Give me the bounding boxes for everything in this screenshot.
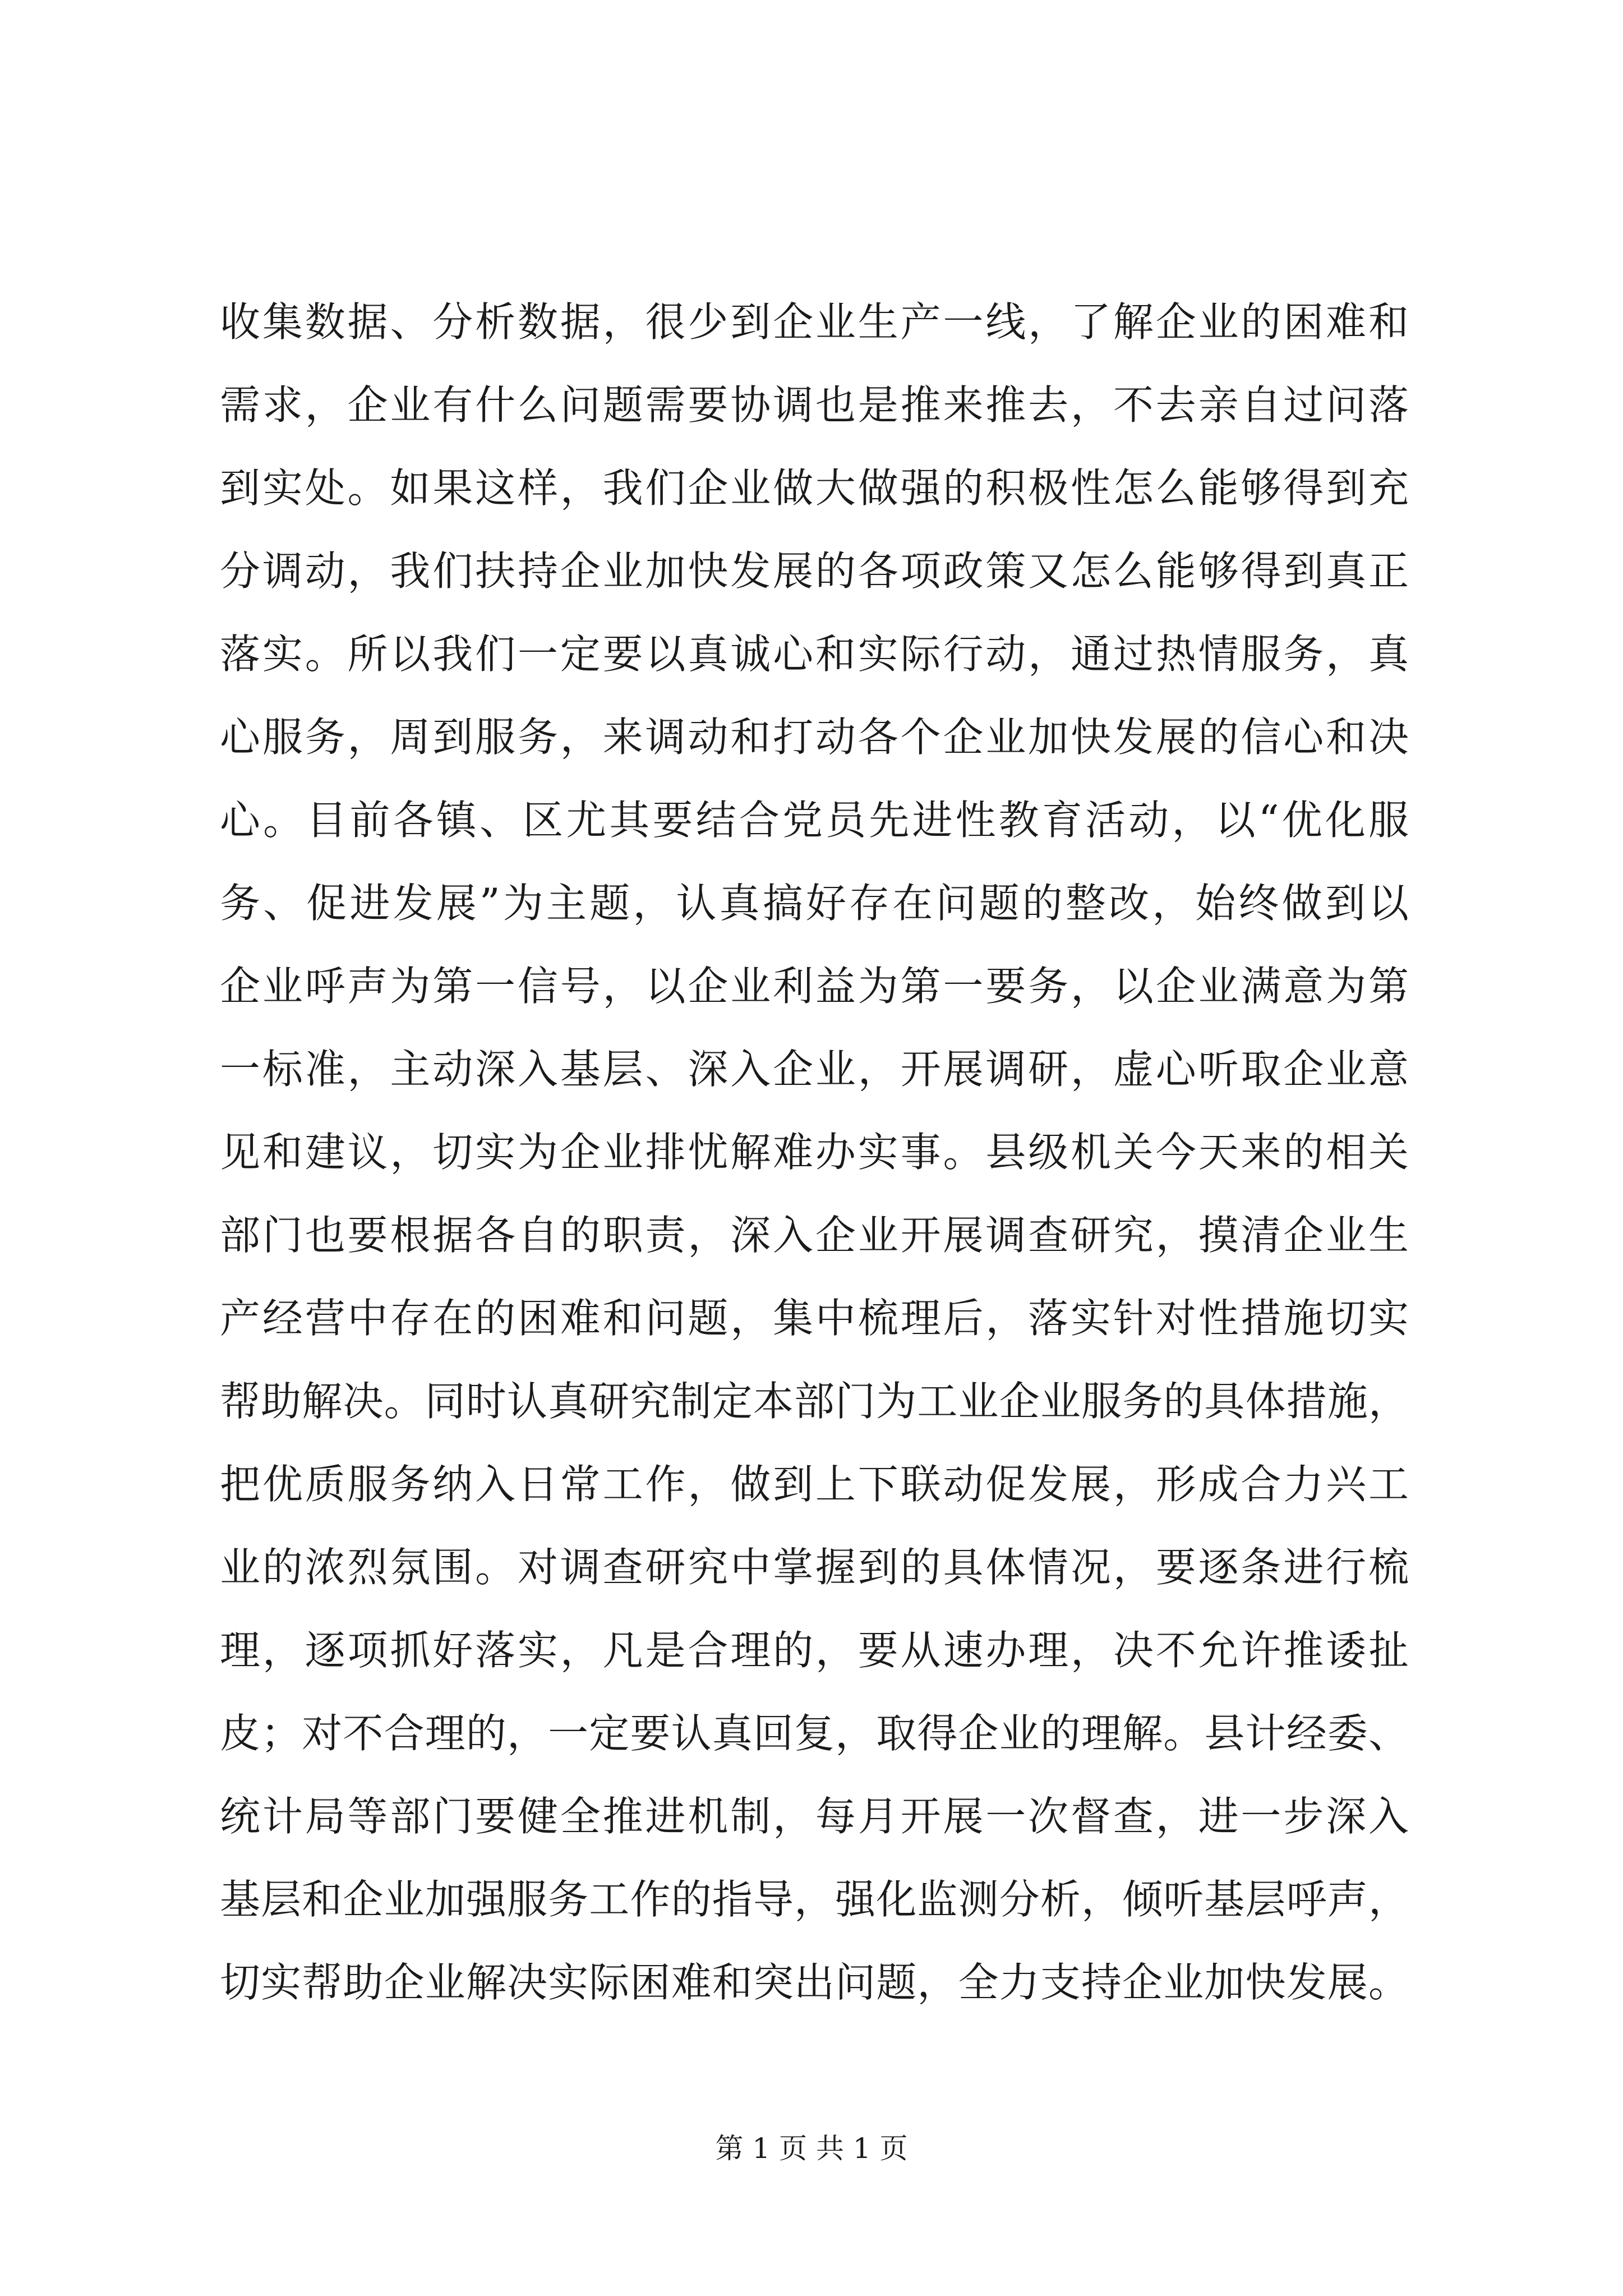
page-number-label: 第 1 页 共 1 页: [715, 2132, 908, 2165]
text-line: 皮；对不合理的，一定要认真回复，取得企业的理解。县计经委、: [220, 1710, 1409, 1757]
text-line: 落实。所以我们一定要以真诚心和实际行动，通过热情服务，真: [220, 631, 1409, 678]
text-line: 理，逐项抓好落实，凡是合理的，要从速办理，决不允许推诿扯: [220, 1627, 1409, 1674]
text-line: 切实帮助企业解决实际困难和突出问题，全力支持企业加快发展。: [220, 1959, 1409, 2006]
text-line: 分调动，我们扶持企业加快发展的各项政策又怎么能够得到真正: [220, 547, 1409, 595]
text-line: 部门也要根据各自的职责，深入企业开展调查研究，摸清企业生: [220, 1212, 1409, 1259]
text-line: 业的浓烈氛围。对调查研究中掌握到的具体情况，要逐条进行梳: [220, 1544, 1409, 1591]
text-line: 产经营中存在的困难和问题，集中梳理后，落实针对性措施切实: [220, 1295, 1409, 1342]
body-text: [220, 280, 1409, 2024]
text-line: 一标准，主动深入基层、深入企业，开展调研，虚心听取企业意: [220, 1046, 1409, 1093]
text-line: 到实处。如果这样，我们企业做大做强的积极性怎么能够得到充: [220, 464, 1409, 512]
text-line: 需求，企业有什么问题需要协调也是推来推去，不去亲自过问落: [220, 381, 1409, 429]
text-line: 务、促进发展”为主题，认真搞好存在问题的整改，始终做到以: [220, 880, 1409, 927]
text-line: 见和建议，切实为企业排忧解难办实事。县级机关今天来的相关: [220, 1129, 1409, 1176]
text-line: 收集数据、分析数据，很少到企业生产一线，了解企业的困难和: [220, 298, 1409, 346]
text-line: 心。目前各镇、区尤其要结合党员先进性教育活动，以“优化服: [220, 797, 1409, 844]
text-line: 基层和企业加强服务工作的指导，强化监测分析，倾听基层呼声，: [220, 1876, 1409, 1923]
text-line: 企业呼声为第一信号，以企业利益为第一要务，以企业满意为第: [220, 963, 1409, 1010]
text-line: 帮助解决。同时认真研究制定本部门为工业企业服务的具体措施，: [220, 1378, 1409, 1425]
text-line: 统计局等部门要健全推进机制，每月开展一次督查，进一步深入: [220, 1793, 1409, 1840]
text-line: 心服务，周到服务，来调动和打动各个企业加快发展的信心和决: [220, 714, 1409, 761]
page-footer: [0, 2126, 1623, 2171]
text-line: 把优质服务纳入日常工作，做到上下联动促发展，形成合力兴工: [220, 1461, 1409, 1508]
